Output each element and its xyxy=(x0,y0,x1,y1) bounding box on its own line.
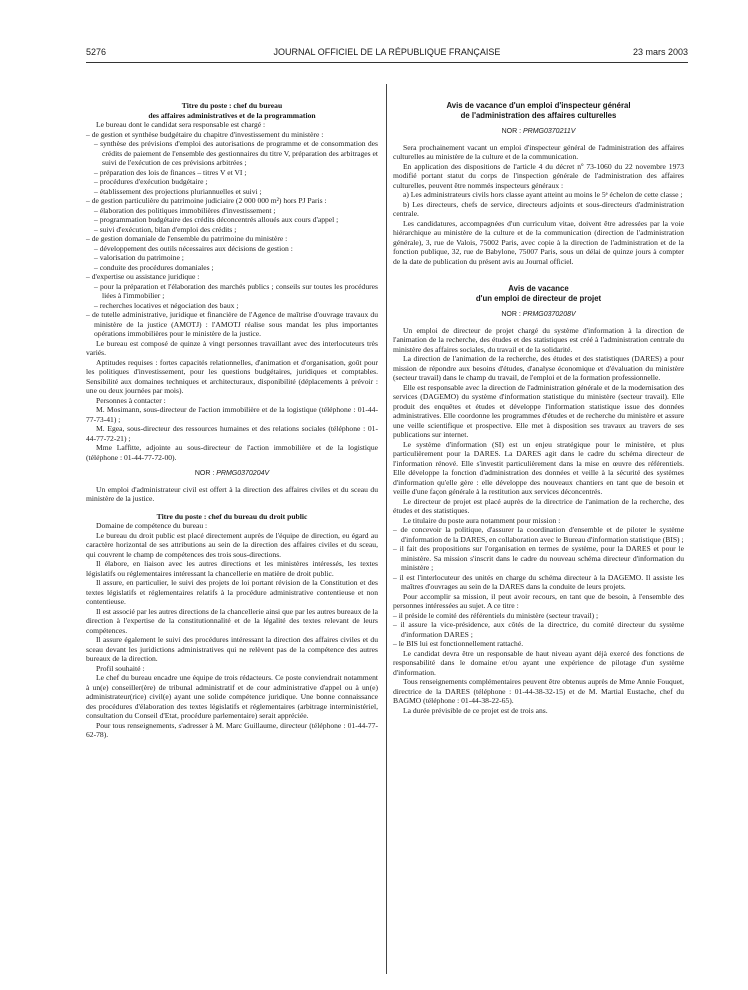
left-column xyxy=(86,101,378,740)
paragraph: En application des dispositions de l'article 4 du décret nº 73-1060 du 22 novembre 1973 modifié portant statut du corps de l'inspection générale de l'administration des affaires culturelles, peuvent être nommés inspecteurs généraux : xyxy=(393,161,684,190)
list-item: – recherches locatives et négociation des baux ; xyxy=(94,300,239,310)
paragraph: Aptitudes requises : fortes capacités relationnelles, d'animation et d'organisation, goût pour les politiques d'investissement, pour les questions budgétaires, juridiques et comptables. Sensibilité aux domaines techniques et architecturaux, disponibilité (déplacements à prévoir : une ou deux journées par mois). xyxy=(86,357,378,395)
notice-title: Avis de vacance xyxy=(508,284,569,293)
nor-code: PRMG0370208V xyxy=(522,311,576,318)
list-item: – préparation des lois de finances – titres V et VI ; xyxy=(94,167,247,177)
paragraph: M. Egea, sous-directeur des ressources humaines et des relations sociales (téléphone : 01-44-77-72-21) ; xyxy=(86,424,378,443)
paragraph: b) Les directeurs, chefs de service, directeurs adjoints et sous-directeurs d'administration centrale. xyxy=(393,199,684,218)
paragraph: Elle est responsable avec la direction de l'administration générale et de la modernisation des services (DAGEMO) du système d'information statistique du ministère (secteur travail). Elle produit des enquêtes et études et développe l'information statistique issue des données administratives. Elle coordonne les programmes d'études et de recherche du ministère et assure une veille scientifique et prospective. Elle met à disposition ses travaux au travers de ses publications sur internet. xyxy=(393,382,684,439)
list-item: – développement des outils nécessaires aux décisions de gestion : xyxy=(94,243,293,253)
paragraph: Les candidatures, accompagnées d'un curriculum vitae, doivent être adressées par la voie hiérarchique au ministère de la culture et de la communication (direction de l'administration générale), 3, rue de Valois, 75002 Paris, avec copie à la direction de l'administration et de la fonction publique, 32, rue de Babylone, 75007 Paris, sous un délai de quinze jours à compter de la date de publication du présent avis au Journal officiel. xyxy=(393,218,684,266)
nor-reference xyxy=(86,469,378,479)
list-item: – suivi d'exécution, bilan d'emploi des crédits ; xyxy=(94,224,237,234)
paragraph: Le bureau dont le candidat sera responsable est chargé : xyxy=(96,120,266,129)
paragraph: Il élabore, en liaison avec les autres directions et les ministères intéressés, les textes législatifs ou réglementaires intéressant la chancellerie en matière de droit public. xyxy=(86,559,378,578)
paragraph: Domaine de compétence du bureau : xyxy=(96,521,208,530)
paragraph: La durée prévisible de ce projet est de trois ans. xyxy=(403,705,548,715)
paragraph: Pour tous renseignements, s'adresser à M. Marc Guillaume, directeur (téléphone : 01-44-77-62-78). xyxy=(86,720,378,739)
spacer xyxy=(393,266,684,284)
paragraph: Le titulaire du poste aura notamment pour mission : xyxy=(403,515,561,525)
journal-title: JOURNAL OFFICIEL DE LA RÉPUBLIQUE FRANÇAISE xyxy=(273,47,501,57)
paragraph: Sera prochainement vacant un emploi d'inspecteur général de l'administration des affaires culturelles au ministère de la culture et de la communication. xyxy=(393,142,684,161)
list-item: – il est l'interlocuteur des unités en charge du schéma directeur à la DAGEMO. Il assiste les maîtres d'ouvrages au sein de la DARES dans la conduite de leurs projets. xyxy=(393,572,684,591)
issue-date: 23 mars 2003 xyxy=(632,47,688,57)
paragraph: Mme Laffitte, adjointe au sous-directeur de l'action immobilière et de la logistique (téléphone : 01-44-77-72-00). xyxy=(86,443,378,462)
list-item: – il assure la vice-présidence, aux côtés de la directrice, du comité directeur du système d'information DARES ; xyxy=(393,620,684,639)
list-item: – valorisation du patrimoine ; xyxy=(94,253,184,262)
list-item: – de tutelle administrative, juridique et financière de l'Agence de maîtrise d'ouvrage travaux du ministère de la justice (AMOTJ) : l'AMOTJ réalise sous mandat les plus importantes opérations immobilières pour le ministère de la justice. xyxy=(86,310,378,338)
list-item: – programmation budgétaire des crédits déconcentrés alloués aux cours d'appel ; xyxy=(94,215,339,224)
paragraph: Un emploi d'administrateur civil est offert à la direction des affaires civiles et du sceau du ministère de la justice. xyxy=(86,484,378,503)
nor-label: NOR : xyxy=(501,311,521,318)
paragraph: Il est associé par les autres directions de la chancellerie ainsi que par les autres bureaux de la direction à l'expertise de la constitutionnalité et de la légalité des textes relevant de leurs compétences. xyxy=(86,606,378,635)
paragraph: a) Les administrateurs civils hors classe ayant atteint au moins le 5ᵉ échelon de cette classe ; xyxy=(403,190,683,199)
right-column xyxy=(393,101,684,715)
paragraph: Profil souhaité : xyxy=(96,663,145,673)
paragraph: Le chef du bureau encadre une équipe de trois rédacteurs. Ce poste conviendrait notamment à un(e) conseiller(ère) de tribunal administratif et de cour administrative d'appel ou à un(e) administrateur(rice) civil(e) ayant une solide compétence juridique. Une bonne connaissance des procédures d'élaboration des textes législatifs et réglementaires (arbitrage interministériel, consultation du Conseil d'Etat, procédure parlementaire) serait appréciée. xyxy=(86,673,378,720)
notice-subtitle: de l'administration des affaires culturelles xyxy=(460,110,617,120)
list-item: – il préside le comité des référentiels du ministère (secteur travail) ; xyxy=(393,610,599,620)
paragraph: Il assure, en particulier, le suivi des projets de loi portant révision de la Constitution et des textes législatifs et réglementaires relatifs à la procédure administrative contentieuse et non contentieuse. xyxy=(86,578,378,606)
paragraph: Il assure également le suivi des procédures intéressant la direction des affaires civiles et du sceau devant les juridictions administratives qui ne relèvent pas de la compétence des autres bureaux de la direction. xyxy=(86,635,378,663)
list-item: – de gestion domaniale de l'ensemble du patrimoine du ministère : xyxy=(86,234,288,243)
paragraph: Le directeur de projet est placé auprès de la directrice de l'animation de la recherche, des études et des statistiques. xyxy=(393,496,684,515)
paragraph: Le bureau du droit public est placé directement auprès de l'équipe de direction, eu égard au caractère horizontal de ses attributions au sein de la direction des affaires civiles et du sceau, qui couvrent le champ de compétences des trois sous-directions. xyxy=(86,530,378,559)
list-item: – il fait des propositions sur l'organisation en termes de système, pour la DARES et pour le ministère. Sa mission s'inscrit dans le cadre du nouveau schéma directeur d'information du ministère ; xyxy=(393,544,684,572)
paragraph: Un emploi de directeur de projet chargé du système d'information à la direction de l'animation de la recherche, des études et des statistiques est créé à l'administration centrale du ministère des affaires sociales, du travail et de la solidarité. xyxy=(393,325,684,354)
column-separator xyxy=(386,84,387,974)
list-item: – établissement des projections pluriannuelles et suivi ; xyxy=(94,186,262,196)
section-subtitle: des affaires administratives et de la programmation xyxy=(148,110,316,120)
nor-reference xyxy=(393,127,684,137)
paragraph: Personnes à contacter : xyxy=(96,395,166,405)
header-rule xyxy=(86,62,688,63)
paragraph: M. Mosimann, sous-directeur de l'action immobilière et de la logistique (téléphone : 01-44-77-73-41) ; xyxy=(86,405,378,424)
list-item: – conduite des procédures domaniales ; xyxy=(94,262,214,272)
nor-reference xyxy=(393,310,684,320)
spacer xyxy=(86,504,378,512)
list-item: – d'expertise ou assistance juridique : xyxy=(86,272,200,281)
paragraph: Le bureau est composé de quinze à vingt personnes travaillant avec des interlocuteurs très variés. xyxy=(86,338,378,357)
paragraph: Tous renseignements complémentaires peuvent être obtenus auprès de Mme Annie Fouquet, directrice de la DARES (téléphone : 01-44-38-32-15) et de M. Martial Eustache, chef du BAGMO (téléphone : 01-44-38-22-65). xyxy=(393,677,684,705)
nor-code: PRMG0370211V xyxy=(523,128,576,135)
nor-label: NOR : xyxy=(194,470,215,477)
list-item: – procédures d'exécution budgétaire ; xyxy=(94,177,208,186)
page-header xyxy=(86,47,688,61)
list-item: – de gestion particulière du patrimoine judiciaire (2 000 000 m²) hors PJ Paris : xyxy=(86,196,327,205)
list-item: – élaboration des politiques immobilières d'investissement ; xyxy=(94,205,276,215)
paragraph: La direction de l'animation de la recherche, des études et des statistiques (DARES) a pour mission de répondre aux besoins d'études, d'analyse économique et d'évaluation du ministère (secteur travail) dans le champ du travail, de l'emploi et de la formation professionnelle. xyxy=(393,354,684,382)
list-item: – de gestion et synthèse budgétaire du chapitre d'investissement du ministère : xyxy=(86,129,324,139)
notice-title: Avis de vacance d'un emploi d'inspecteur général xyxy=(446,101,631,110)
paragraph: Le candidat devra être un responsable de haut niveau ayant déjà exercé des fonctions de responsabilité dans le domaine et/ou ayant une expérience de pilotage d'un système d'information. xyxy=(393,648,684,677)
list-item: – pour la préparation et l'élaboration des marchés publics ; conseils sur toutes les procédures liées à l'immobilier ; xyxy=(94,281,378,300)
list-item: – le BIS lui est fonctionnellement rattaché. xyxy=(393,639,524,648)
list-item: – synthèse des prévisions d'emploi des autorisations de programme et de consommation des crédits de paiement de l'ensemble des gestionnaires du titre V, préparation des arbitrages et suivi de l'exécution de ces prévisions arbitrées ; xyxy=(94,139,378,167)
nor-code: PRMG0370204V xyxy=(216,470,270,477)
paragraph: Pour accomplir sa mission, il peut avoir recours, en tant que de besoin, à l'ensemble des personnes intéressées au sujet. A ce titre : xyxy=(393,591,684,610)
nor-label: NOR : xyxy=(501,128,522,135)
section-title: Titre du poste : chef du bureau du droit public xyxy=(156,511,308,521)
notice-subtitle: d'un emploi de directeur de projet xyxy=(475,293,602,303)
paragraph: Le système d'information (SI) est un enjeu stratégique pour le ministère, et plus particulièrement pour la DARES. La DARES agit dans le cadre du schéma directeur de l'information rénové. Elle s'investit particulièrement dans la mise en œuvre des référentiels. Elle développe la fonction d'administration des données et veille à la sécurité des systèmes d'information qu'elle gère : elle développe des nouveaux chantiers en tant que de besoin et veille d'une façon générale à la restitution aux services déconcentrés. xyxy=(393,439,684,496)
list-item: – de concevoir la politique, d'assurer la coordination d'ensemble et de piloter le système d'information de la DARES, en collaboration avec le Bureau d'information statistique (BIS) ; xyxy=(393,525,684,544)
section-title: Titre du poste : chef du bureau xyxy=(181,101,283,110)
page-number: 5276 xyxy=(86,47,107,57)
